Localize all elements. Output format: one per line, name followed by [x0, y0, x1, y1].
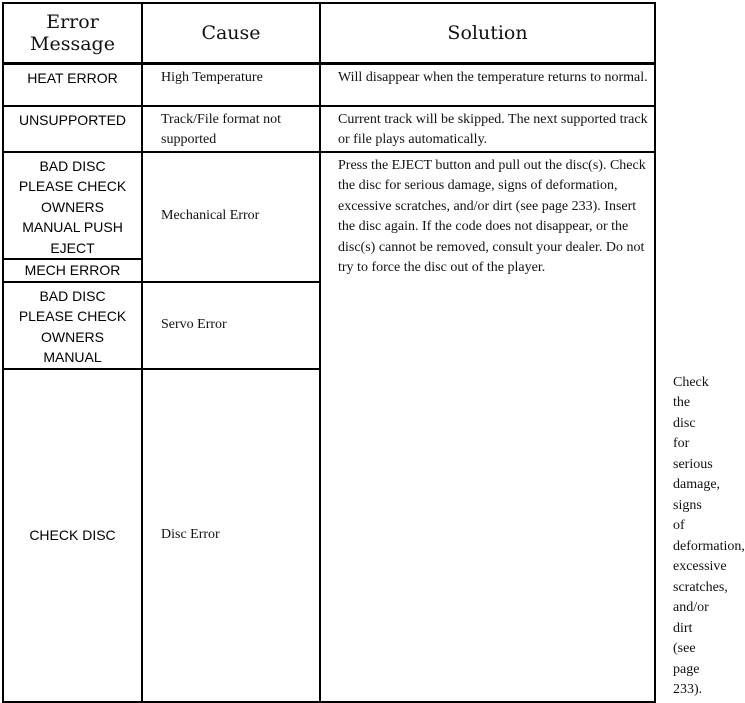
cause-cell: High Temperature [142, 64, 320, 106]
error-code-line: OWNERS [41, 198, 104, 215]
cause-cell: Disc Error [142, 369, 320, 702]
error-code-cell [3, 152, 142, 260]
error-code-line: OWNERS [41, 328, 104, 345]
header-cause: Cause [142, 3, 320, 64]
error-code-line: BAD DISC [39, 287, 106, 304]
cause-cell: Servo Error [142, 282, 320, 369]
error-code-cell: MECH ERROR [3, 259, 142, 282]
error-message-table [2, 2, 745, 703]
error-code-cell: UNSUPPORTED [3, 106, 142, 152]
error-code-line: MANUAL PUSH [22, 219, 123, 235]
error-code-line: PLEASE CHECK [18, 178, 127, 194]
header-error-message: Error Message [3, 3, 142, 64]
error-code-cell: HEAT ERROR [3, 64, 142, 106]
error-code-cell: CHECK DISC [3, 369, 142, 702]
error-code-line: EJECT [50, 239, 95, 256]
table-row-check-disc: CHECK DISC Disc Error Check the disc for serious damage, signs of deformation, excessive scratches, and/or dirt (see page 233). [3, 369, 655, 702]
table-row-bad-disc-eject [3, 152, 655, 260]
cause-cell: Track/File format not supported [142, 106, 320, 152]
error-code-line: MANUAL [43, 349, 102, 365]
solution-cell: Press the EJECT button and pull out the disc(s). Check the disc for serious damage, signs of deformation, excessive scratches, and/or dirt (see page 233). Insert the disc again. If the code does not disappear, or the disc(s) cannot be removed, consult your dealer. Do not try to force the disc out of the player. [320, 152, 655, 702]
header-row [3, 3, 655, 64]
error-code-cell [3, 282, 142, 369]
cause-cell: Mechanical Error [142, 152, 320, 282]
error-code-line: BAD DISC [39, 157, 106, 174]
error-code-line: PLEASE CHECK [18, 308, 127, 324]
header-solution: Solution [320, 3, 655, 64]
table-row-heat-error [3, 64, 655, 106]
solution-cell: Will disappear when the temperature returns to normal. [320, 64, 655, 106]
solution-cell: Current track will be skipped. The next supported track or file plays automatically. [320, 106, 655, 152]
table-row-unsupported [3, 106, 655, 152]
